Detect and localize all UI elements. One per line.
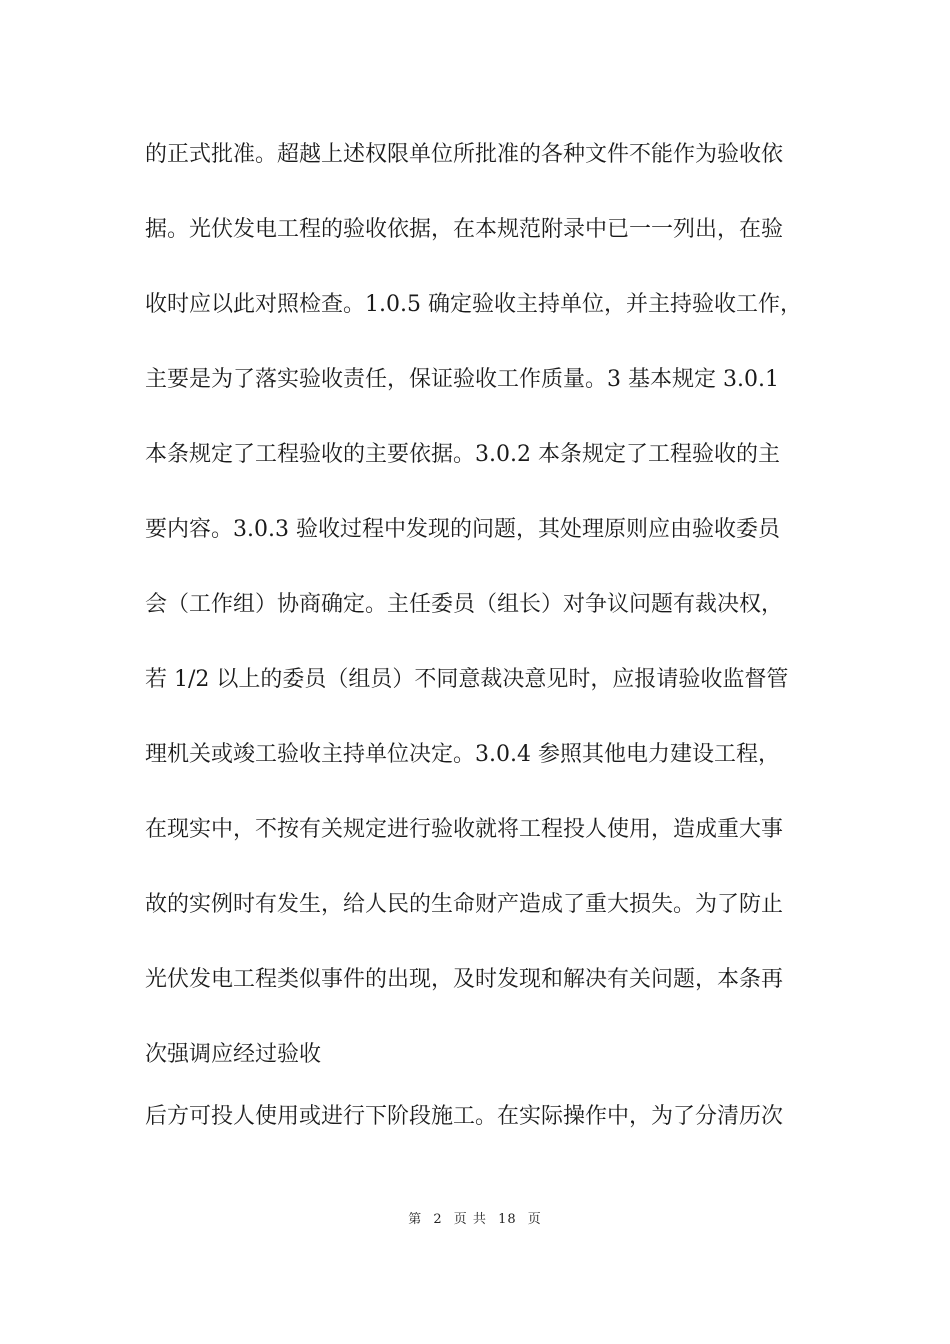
text-line: 光伏发电工程类似事件的出现，及时发现和解决有关问题，本条再	[145, 967, 784, 992]
text-line: 次强调应经过验收	[145, 1042, 322, 1067]
footer-prefix: 第	[408, 1212, 423, 1227]
page-footer	[0, 1208, 950, 1227]
footer-current-page: 2	[433, 1212, 443, 1227]
text-line: 要内容。3.0.3 验收过程中发现的问题，其处理原则应由验收委员	[145, 517, 780, 542]
text-line: 据。光伏发电工程的验收依据，在本规范附录中已一一列出，在验	[145, 217, 784, 242]
text-line: 的正式批准。超越上述权限单位所批准的各种文件不能作为验收依	[145, 142, 784, 167]
text-line: 收时应以此对照检查。1.0.5 确定验收主持单位，并主持验收工作，	[145, 292, 802, 317]
footer-total-pages: 18	[498, 1212, 517, 1227]
text-line: 在现实中，不按有关规定进行验收就将工程投人使用，造成重大事	[145, 817, 784, 842]
footer-middle: 页 共	[453, 1212, 487, 1227]
text-line: 本条规定了工程验收的主要依据。3.0.2 本条规定了工程验收的主	[145, 442, 780, 467]
footer-suffix: 页	[527, 1212, 542, 1227]
body-text	[145, 130, 810, 1167]
text-line: 理机关或竣工验收主持单位决定。3.0.4 参照其他电力建设工程，	[145, 742, 780, 767]
text-line: 若 1/2 以上的委员（组员）不同意裁决意见时，应报请验收监督管	[145, 667, 789, 692]
text-line: 后方可投人使用或进行下阶段施工。在实际操作中，为了分清历次	[145, 1104, 784, 1129]
text-line: 主要是为了落实验收责任，保证验收工作质量。3 基本规定 3.0.1	[145, 367, 779, 392]
text-line: 故的实例时有发生，给人民的生命财产造成了重大损失。为了防止	[145, 892, 784, 917]
text-line: 会（工作组）协商确定。主任委员（组长）对争议问题有裁决权，	[145, 592, 784, 617]
